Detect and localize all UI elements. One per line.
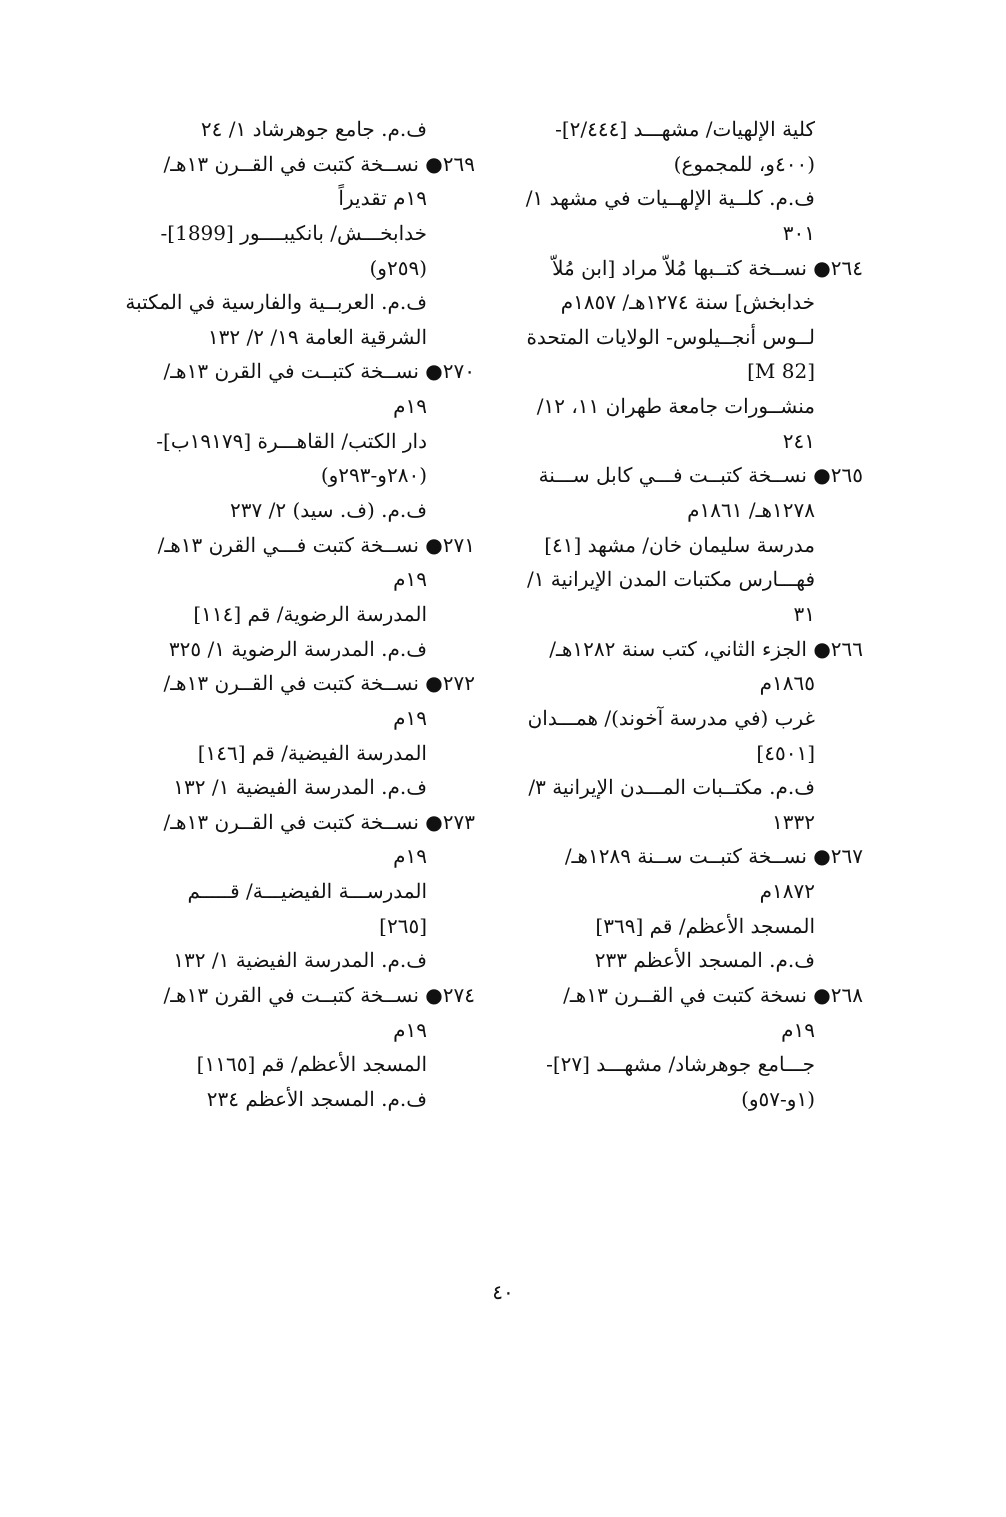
right-column-line: ٢٦٨● نسخة كتبت في القــرن ١٣هـ/: [563, 983, 863, 1008]
left-column-line: ٢٧١● نســخة كتبت فـــي القرن ١٣هـ/: [157, 532, 475, 557]
left-column-line: ٢٧٠● نســخة كتبــت في القرن ١٣هـ/: [163, 359, 475, 384]
left-column-line: ١٩م: [393, 567, 427, 592]
right-column-line: جـــامع جوهرشاد/ مشهـــد [٢٧]-: [546, 1052, 815, 1077]
right-column-line: ١٣٣٢: [772, 809, 815, 834]
left-column-line: ف.م. المدرسة الفيضية ١/ ١٣٢: [173, 948, 427, 973]
left-column-line: ف.م. العربــية والفارسية في المكتبة: [125, 290, 427, 315]
right-column-line: فهـــارس مكتبات المدن الإيرانية ١/: [526, 567, 815, 592]
left-column-line: ف.م. المدرسة الرضوية ١/ ٣٢٥: [168, 636, 427, 661]
left-column-line: ١٩م: [393, 394, 427, 419]
left-column-line: ف.م. جامع جوهرشاد ١/ ٢٤: [200, 117, 427, 141]
right-column-line: منشــورات جامعة طهران ١١، ١٢/: [536, 394, 815, 419]
left-column-line: المسجد الأعظم/ قم [١١٦٥]: [196, 1052, 427, 1077]
left-column-line: ٢٧٢● نســخة كتبت في القــرن ١٣هـ/: [163, 671, 475, 696]
right-column-line: [٤٥٠١]: [756, 740, 815, 765]
right-column-line: ف.م. كلــية الإلهــيات في مشهد ١/: [525, 186, 815, 211]
right-column-line: ٣١: [793, 601, 815, 626]
right-column-line: ٣٠١: [782, 220, 815, 245]
left-column-line: ف.م. (ف. سيد) ٢/ ٢٣٧: [230, 498, 427, 523]
right-column-line: ٢٦٤● نســخة كتــبها مُلاّ مراد [ابن مُلاّ: [552, 255, 863, 280]
right-column-line: ١٢٧٨هـ/ ١٨٦١م: [687, 498, 815, 523]
left-column-line: ٢٧٤● نســخة كتبــت في القرن ١٣هـ/: [163, 983, 475, 1008]
left-column-line: (٢٨٠و-٢٩٣و): [320, 463, 427, 488]
left-column-line: المدرســـة الفيضيـــة/ قـــــم: [187, 879, 427, 904]
left-column-line: خدابخـــش/ بانكيبــــور [1899]-: [160, 220, 427, 245]
right-column-line: [M 82]: [747, 359, 815, 384]
left-column-line: (٢٥٩و): [369, 255, 427, 280]
right-column-line: خدابخش] سنة ١٢٧٤هـ/ ١٨٥٧م: [560, 290, 815, 315]
right-column: [518, 112, 863, 1117]
left-column-line: ف.م. المسجد الأعظم ٢٣٤: [206, 1086, 427, 1111]
right-column-line: ٢٦٥● نســخة كتبــت فـــي كابل ســـنة: [538, 463, 863, 488]
left-column-line: الشرقية العامة ١٩/ ٢/ ١٣٢: [207, 324, 427, 349]
left-column-line: ١٩م: [393, 844, 427, 869]
right-column-line: المسجد الأعظم/ قم [٣٦٩]: [595, 913, 815, 938]
left-column-line: ٢٧٣● نســخة كتبت في القــرن ١٣هـ/: [163, 809, 475, 834]
left-column-line: [٢٦٥]: [379, 913, 427, 938]
right-column-line: (١و-٥٧و): [741, 1086, 815, 1111]
left-column-line: المدرسة الرضوية/ قم [١١٤]: [193, 601, 427, 626]
left-column-line: ١٩م: [393, 1017, 427, 1042]
right-column-line: كلية الإلهيات/ مشهـــد [٢/٤٤٤]-: [555, 117, 815, 141]
left-column-line: ف.م. المدرسة الفيضية ١/ ١٣٢: [173, 775, 427, 800]
right-column-line: ١٨٧٢م: [759, 879, 815, 904]
left-column-line: ٢٦٩● نســخة كتبت في القــرن ١٣هـ/: [163, 151, 475, 176]
right-column-line: مدرسة سليمان خان/ مشهد [٤١]: [544, 532, 815, 557]
right-column-line: لــوس أنجــيلوس- الولايات المتحدة: [526, 324, 815, 349]
left-column: [125, 112, 475, 1117]
page-number: ٤٠: [492, 1280, 514, 1304]
right-column-line: (٤٠٠و، للمجموع): [673, 151, 815, 176]
left-column-line: ١٩م تقديراً: [338, 186, 427, 211]
right-column-line: ف.م. مكتــبات المـــدن الإيرانية ٣/: [528, 775, 815, 800]
right-column-line: غرب (في مدرسة آخوند)/ همـــدان: [527, 705, 815, 730]
left-column-line: دار الكتب/ القاهـــرة [١٩١٧٩ب]-: [156, 428, 427, 453]
right-column-line: ١٩م: [781, 1017, 815, 1042]
left-column-line: المدرسة الفيضية/ قم [١٤٦]: [197, 740, 427, 765]
right-column-line: ف.م. المسجد الأعظم ٢٣٣: [594, 948, 815, 973]
right-column-line: ١٨٦٥م: [759, 671, 815, 696]
right-column-line: ٢٦٦● الجزء الثاني، كتب سنة ١٢٨٢هـ/: [549, 636, 863, 661]
left-column-line: ١٩م: [393, 705, 427, 730]
right-column-line: ٢٦٧● نســخة كتبــت ســنة ١٢٨٩هـ/: [564, 844, 863, 869]
right-column-line: ٢٤١: [782, 428, 815, 453]
